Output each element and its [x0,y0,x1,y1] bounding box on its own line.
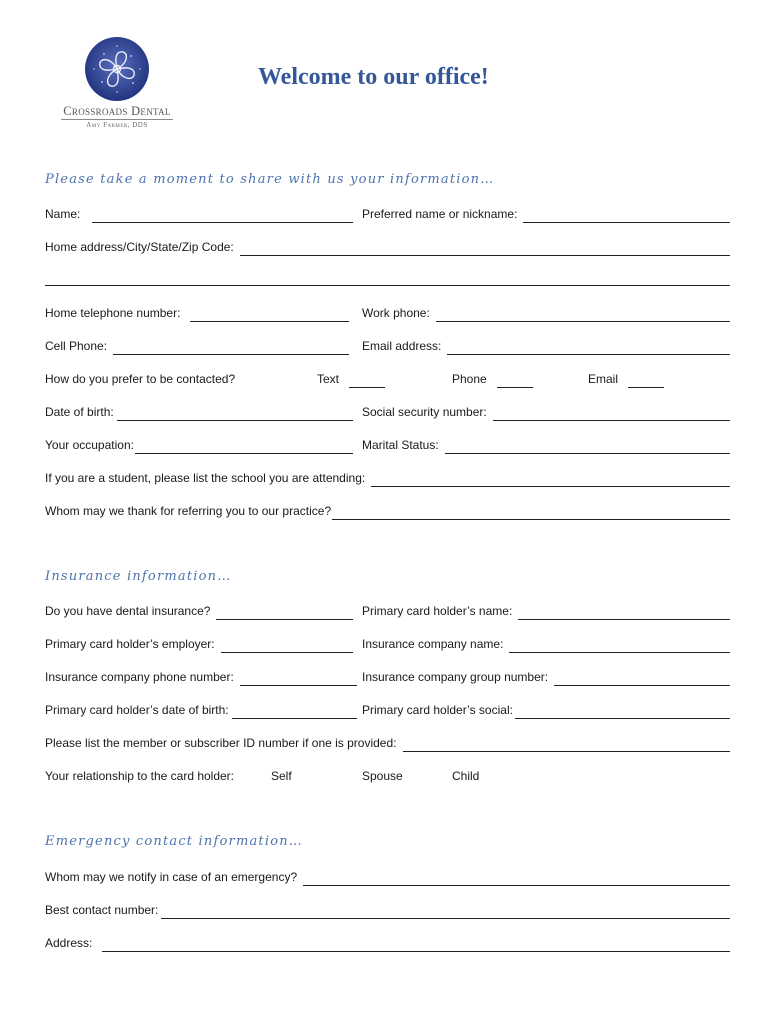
emergency-notify-field[interactable] [303,884,730,886]
company-name-label: Insurance company name: [362,637,504,651]
work-phone-field[interactable] [436,320,730,322]
referral-label: Whom may we thank for referring you to our practice? [45,504,332,518]
school-label: If you are a student, please list the school you are attending: [45,471,366,485]
ssn-label: Social security number: [362,405,487,419]
marital-status-label: Marital Status: [362,438,439,452]
logo-dentist-name: Amy Farmer, DDS [86,121,148,129]
dob-label: Date of birth: [45,405,114,419]
preferred-name-label: Preferred name or nickname: [362,207,518,221]
home-address-field-line2[interactable] [45,284,730,286]
cell-phone-field[interactable] [113,353,349,355]
company-phone-label: Insurance company phone number: [45,670,234,684]
member-id-label: Please list the member or subscriber ID number if one is provided: [45,736,397,750]
home-address-field[interactable] [240,254,730,256]
row-emergency-notify [45,867,730,887]
emergency-address-label: Address: [45,936,93,950]
occupation-field[interactable] [135,452,353,454]
holder-dob-field[interactable] [232,717,357,719]
has-insurance-label: Do you have dental insurance? [45,604,211,618]
holder-dob-label: Primary card holder’s date of birth: [45,703,229,717]
name-field[interactable] [92,221,353,223]
row-name [45,204,730,224]
referral-field[interactable] [332,518,730,520]
row-dob-ssn [45,402,730,422]
holder-employer-field[interactable] [221,651,353,653]
emergency-notify-label: Whom may we notify in case of an emergency? [45,870,298,884]
dob-field[interactable] [117,419,353,421]
row-relationship [45,766,730,786]
best-number-label: Best contact number: [45,903,159,917]
practice-logo [52,36,182,129]
member-id-field[interactable] [403,750,731,752]
school-field[interactable] [371,485,730,487]
row-has-insurance [45,601,730,621]
row-holder-dob-social [45,700,730,720]
emergency-section-heading: Emergency contact information… [45,834,304,849]
row-occupation-marital [45,435,730,455]
contact-option-email-field[interactable] [628,386,664,388]
row-company-phone-group [45,667,730,687]
row-emergency-address [45,933,730,953]
email-address-field[interactable] [447,353,730,355]
relationship-option-spouse[interactable]: Spouse [362,769,403,783]
personal-section-heading: Please take a moment to share with us your information… [45,172,495,187]
relationship-label: Your relationship to the card holder: [45,769,235,783]
logo-practice-name: Crossroads Dental [63,104,171,118]
crossroads-dental-logo-icon [84,36,150,102]
emergency-address-field[interactable] [102,950,730,952]
row-best-number [45,900,730,920]
contact-option-phone-field[interactable] [497,386,533,388]
row-member-id [45,733,730,753]
holder-name-field[interactable] [518,618,730,620]
relationship-option-self[interactable]: Self [271,769,292,783]
marital-status-field[interactable] [445,452,730,454]
row-cell-email [45,336,730,356]
row-employer-company [45,634,730,654]
relationship-option-child[interactable]: Child [452,769,480,783]
home-phone-label: Home telephone number: [45,306,181,320]
occupation-label: Your occupation: [45,438,134,452]
row-contact-preference [45,369,730,389]
company-name-field[interactable] [509,651,730,653]
contact-option-phone-label: Phone [452,372,487,386]
ssn-field[interactable] [493,419,730,421]
home-phone-field[interactable] [190,320,349,322]
cell-phone-label: Cell Phone: [45,339,108,353]
row-school [45,468,730,488]
row-home-address [45,237,730,257]
email-address-label: Email address: [362,339,442,353]
name-label: Name: [45,207,81,221]
home-address-label: Home address/City/State/Zip Code: [45,240,234,254]
contact-pref-label: How do you prefer to be contacted? [45,372,236,386]
contact-option-email-label: Email [588,372,619,386]
work-phone-label: Work phone: [362,306,430,320]
preferred-name-field[interactable] [523,221,730,223]
holder-social-label: Primary card holder’s social: [362,703,513,717]
insurance-section-heading: Insurance information… [45,569,232,584]
company-phone-field[interactable] [240,684,357,686]
group-number-label: Insurance company group number: [362,670,549,684]
best-number-field[interactable] [161,917,730,919]
holder-name-label: Primary card holder’s name: [362,604,513,618]
logo-divider [61,119,173,120]
group-number-field[interactable] [554,684,730,686]
contact-option-text-label: Text [317,372,340,386]
page-title: Welcome to our office! [258,64,489,90]
contact-option-text-field[interactable] [349,386,385,388]
row-referral [45,501,730,521]
holder-employer-label: Primary card holder’s employer: [45,637,215,651]
has-insurance-field[interactable] [216,618,353,620]
row-phones [45,303,730,323]
holder-social-field[interactable] [515,717,730,719]
